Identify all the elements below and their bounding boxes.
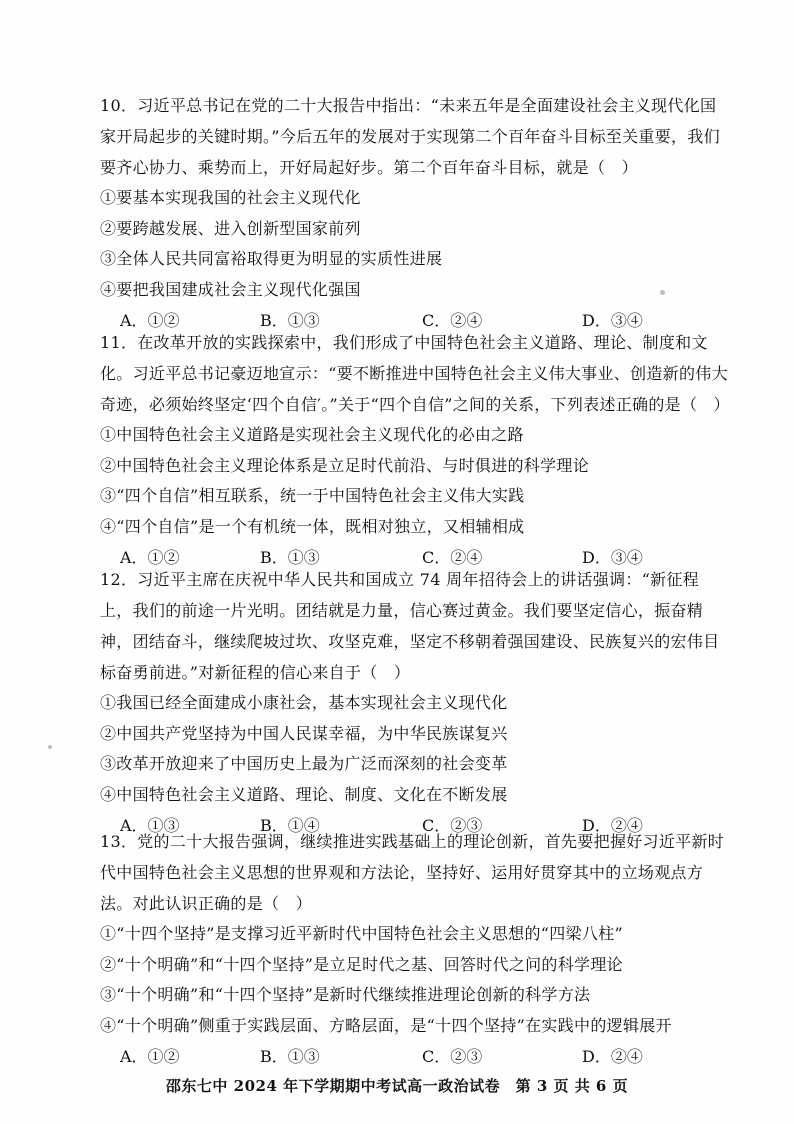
question-stem: 12．习近平主席在庆祝中华人民共和国成立 74 周年招待会上的讲话强调：“新征程上，我们的前途一片光明。团结就是力量，信心赛过黄金。我们要坚定信心，振奋精神，团结奋斗，继续爬坡过坎、攻坚克难，坚定不移朝着强国建设、民族复兴的宏伟目标奋勇前进。”对新征程的信心来自于（ ） bbox=[100, 570, 720, 682]
statement-option: ③改革开放迎来了中国历史上最为广泛而深刻的社会变革 bbox=[100, 754, 508, 773]
question-13 bbox=[100, 826, 730, 1073]
question-11 bbox=[100, 327, 730, 574]
statement-option: ③“十个明确”和“十四个坚持”是新时代继续推进理论创新的科学方法 bbox=[100, 985, 591, 1004]
choice-b[interactable]: B．①④ bbox=[260, 816, 320, 835]
statement-option: ③“四个自信”相互联系，统一于中国特色社会主义伟大实践 bbox=[100, 486, 525, 505]
answer-choices bbox=[100, 1041, 730, 1073]
choice-b[interactable]: B．①③ bbox=[260, 1047, 320, 1066]
question-stem: 13．党的二十大报告强调，继续推进实践基础上的理论创新，首先要把握好习近平新时代中国特色社会主义思想的世界观和方法论，坚持好、运用好贯穿其中的立场观点方法。对此认识正确的是（ ） bbox=[100, 832, 725, 913]
question-stem: 11．在改革开放的实践探索中，我们形成了中国特色社会主义道路、理论、制度和文化。习近平总书记豪迈地宣示：“要不断推进中国特色社会主义伟大事业、创造新的伟大奇迹，必须始终坚定‘四个自信′。”关于“四个自信”之间的关系，下列表述正确的是（ ） bbox=[100, 333, 730, 414]
choice-d[interactable]: D．②④ bbox=[582, 1047, 643, 1066]
statement-option: ①要基本实现我国的社会主义现代化 bbox=[100, 188, 361, 207]
choice-b[interactable]: B．①③ bbox=[260, 548, 320, 567]
statement-option: ②中国特色社会主义理论体系是立足时代前沿、与时俱进的科学理论 bbox=[100, 455, 590, 475]
choice-a[interactable]: A．①② bbox=[120, 548, 180, 567]
statement-option: ②“十个明确”和“十四个坚持”是立足时代之基、回答时代之问的科学理论 bbox=[100, 954, 623, 974]
choice-d[interactable]: D．③④ bbox=[582, 311, 643, 330]
statement-option: ①我国已经全面建成小康社会，基本实现社会主义现代化 bbox=[100, 693, 508, 712]
choice-c[interactable]: C．②④ bbox=[422, 548, 483, 567]
statement-option: ③全体人民共同富裕取得更为明显的实质性进展 bbox=[100, 249, 443, 268]
statement-option: ④中国特色社会主义道路、理论、制度、文化在不断发展 bbox=[100, 784, 508, 804]
statement-option: ①“十四个坚持”是支撑习近平新时代中国特色社会主义思想的“四梁八柱” bbox=[100, 924, 623, 943]
statement-option: ④“十个明确”侧重于实践层面、方略层面，是“十四个坚持”在实践中的逻辑展开 bbox=[100, 1015, 672, 1035]
statement-option: ④要把我国建成社会主义现代化强国 bbox=[100, 279, 361, 299]
scan-speck bbox=[48, 745, 52, 749]
statement-option: ②要跨越发展、进入创新型国家前列 bbox=[100, 218, 361, 238]
choice-a[interactable]: A．①② bbox=[120, 311, 180, 330]
choice-b[interactable]: B．①③ bbox=[260, 311, 320, 330]
choice-a[interactable]: A．①② bbox=[120, 1047, 180, 1066]
question-12 bbox=[100, 564, 730, 842]
statement-option: ②中国共产党坚持为中国人民谋幸福，为中华民族谋复兴 bbox=[100, 723, 508, 743]
page-footer: 邵东七中 2024 年下学期期中考试高一政治试卷 第 3 页 共 6 页 bbox=[165, 1077, 629, 1095]
statement-option: ④“四个自信”是一个有机统一体，既相对独立，又相辅相成 bbox=[100, 516, 525, 536]
choice-c[interactable]: C．②③ bbox=[422, 816, 483, 835]
question-10 bbox=[100, 90, 730, 337]
choice-d[interactable]: D．③④ bbox=[582, 548, 643, 567]
choice-c[interactable]: C．②③ bbox=[422, 1047, 483, 1066]
choice-c[interactable]: C．②④ bbox=[422, 311, 483, 330]
question-stem: 10．习近平总书记在党的二十大报告中指出：“未来五年是全面建设社会主义现代化国家开局起步的关键时期。”今后五年的发展对于实现第二个百年奋斗目标至关重要，我们要齐心协力、乘势而上，开好局起好步。第二个百年奋斗目标，就是（ ） bbox=[100, 96, 720, 177]
choice-a[interactable]: A．①③ bbox=[120, 816, 180, 835]
statement-option: ①中国特色社会主义道路是实现社会主义现代化的必由之路 bbox=[100, 425, 524, 444]
choice-d[interactable]: D．②④ bbox=[582, 816, 643, 835]
